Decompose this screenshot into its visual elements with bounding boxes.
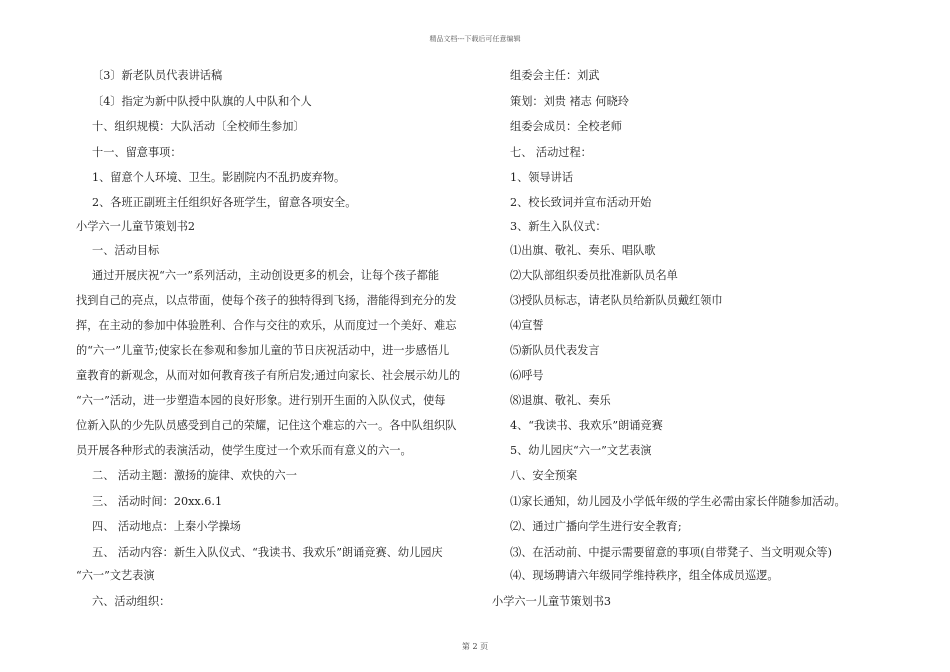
left-line-2: 〔4〕指定为新中队授中队旗的人中队和个人: [92, 95, 312, 108]
right-line-18: ⑴家长通知，幼儿园及小学低年级的学生必需由家长伴随参加活动。: [510, 495, 846, 508]
right-line-19: ⑵、通过广播向学生进行安全教育;: [510, 520, 682, 533]
left-line-11: 挥，在主动的参加中体验胜利、合作与交往的欢乐，从而度过一个美好、难忘: [76, 319, 457, 332]
right-line-22: 小学六一儿童节策划书3: [492, 595, 611, 608]
right-line-8: ⑴出旗、敬礼、奏乐、唱队歌: [510, 244, 656, 257]
right-line-11: ⑷宣誓: [510, 319, 544, 332]
right-line-14: ⑻退旗、敬礼、奏乐: [510, 394, 611, 407]
left-line-20: 五、 活动内容：新生入队仪式、“我读书、我欢乐”朗诵竞赛、幼儿园庆: [92, 546, 443, 559]
right-line-5: 1、领导讲话: [510, 171, 574, 184]
left-line-22: 六、活动组织：: [92, 595, 171, 608]
left-line-21: “六一”文艺表演: [76, 569, 155, 582]
right-line-9: ⑵大队部组织委员批准新队员名单: [510, 269, 678, 282]
right-line-16: 5、幼儿园庆“六一”文艺表演: [510, 444, 652, 457]
right-line-7: 3、新生入队仪式：: [510, 220, 607, 233]
left-line-4: 十一、留意事项：: [92, 146, 182, 159]
left-line-3: 十、组织规模：大队活动〔全校师生参加〕: [92, 120, 305, 133]
right-line-15: 4、“我读书、我欢乐”朗诵竞赛: [510, 419, 663, 432]
left-line-1: 〔3〕新老队员代表讲话稿: [92, 69, 223, 82]
page-footer: 第 2 页: [461, 642, 489, 651]
left-line-6: 2、各班正副班主任组织好各班学生，留意各项安全。: [92, 196, 357, 209]
page-header: 精品文档---下载后可任意编辑: [429, 35, 521, 43]
right-line-21: ⑷、现场聘请六年级同学维持秩序，组全体成员巡逻。: [510, 569, 779, 582]
right-line-4: 七、 活动过程：: [510, 146, 592, 159]
left-line-13: 童教育的新观念，从而对如何教育孩子有所启发;通过向家长、社会展示幼儿的: [76, 369, 461, 382]
right-line-13: ⑹呼号: [510, 369, 544, 382]
right-line-2: 策划：刘贵 褚志 何晓玲: [510, 95, 629, 108]
left-line-5: 1、留意个人环境、卫生。影剧院内不乱扔废弃物。: [92, 171, 346, 184]
left-line-9: 通过开展庆祝“六一”系列活动，主动创设更多的机会，让每个孩子都能: [92, 269, 440, 282]
right-line-20: ⑶、在活动前、中提示需要留意的事项(自带凳子、当文明观众等): [510, 546, 832, 559]
right-line-1: 组委会主任：刘武: [510, 69, 600, 82]
right-line-17: 八、安全预案: [510, 469, 578, 482]
left-line-10: 找到自己的亮点，以点带面，使每个孩子的独特得到飞扬，潜能得到充分的发: [76, 294, 457, 307]
left-line-7: 小学六一儿童节策划书2: [76, 220, 195, 233]
left-line-8: 一、活动目标: [92, 244, 160, 257]
left-line-17: 二、 活动主题：激扬的旋律、欢快的六一: [92, 469, 297, 482]
left-line-12: 的“六一”儿童节;使家长在参观和参加儿童的节日庆祝活动中，进一步感悟儿: [76, 344, 450, 357]
left-line-14: “六一”活动，进一步塑造本园的良好形象。进行别开生面的入队仪式，使每: [76, 394, 446, 407]
right-line-12: ⑸新队员代表发言: [510, 344, 600, 357]
left-line-18: 三、 活动时间：20xx.6.1: [92, 495, 223, 508]
right-line-6: 2、校长致词并宣布活动开始: [510, 196, 652, 209]
left-line-19: 四、 活动地点：上秦小学操场: [92, 520, 241, 533]
left-line-16: 员开展各种形式的表演活动，使学生度过一个欢乐而有意义的六一。: [76, 444, 412, 457]
right-line-10: ⑶授队员标志，请老队员给新队员戴红领巾: [510, 294, 723, 307]
right-line-3: 组委会成员：全校老师: [510, 120, 622, 133]
left-line-15: 位新入队的少先队员感受到自己的荣耀，记住这个难忘的六一。各中队组织队: [76, 419, 457, 432]
